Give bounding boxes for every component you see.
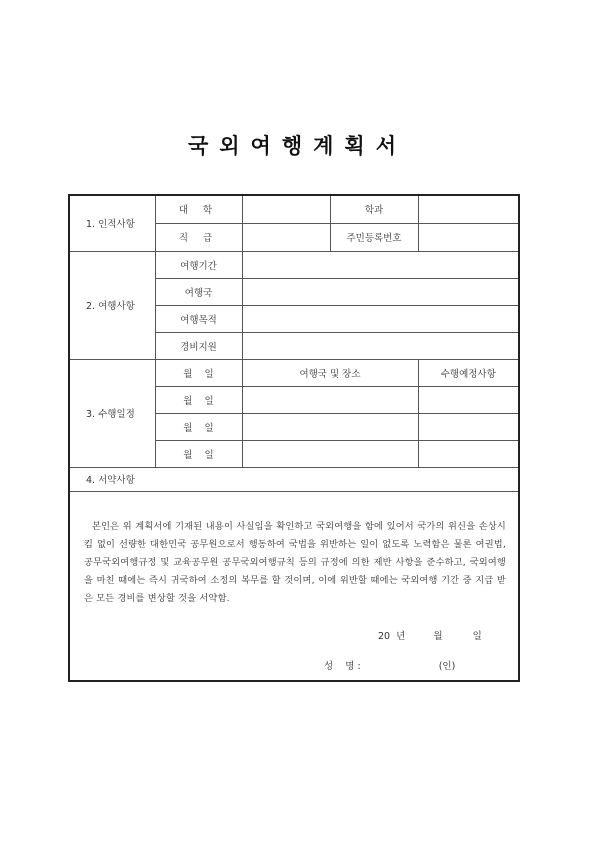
university-label: 대 학 bbox=[155, 195, 242, 223]
schedule-header-row bbox=[69, 359, 519, 386]
pledge-text: 본인은 위 계획서에 기재된 내용이 사실임을 확인하고 국외여행을 함에 있어서 국가의 위신을 손상시킴 없이 선량한 대한민국 공무원으로서 행동하여 국법을 위반하는 일이 없도록 노력함은 물론 여권법, 공무국외여행규정 및 교육공무원 공무국외여행규칙 등의 규정에 의한 제반 사항을 준수하고, 국외여행을 마친 때에는 즉시 귀국하여 소정의 복무를 할 것이며, 이에 위반할 때에는 국외여행 기간 중 지급 받은 모든 경비를 변상할 것을 서약함. bbox=[84, 520, 506, 604]
funding-field[interactable] bbox=[242, 332, 519, 359]
document-title: 국외여행계획서 bbox=[187, 134, 407, 158]
personal-row-1 bbox=[69, 195, 519, 223]
country-label: 여행국 bbox=[155, 278, 242, 305]
country-field[interactable] bbox=[242, 278, 519, 305]
place-field[interactable] bbox=[242, 440, 418, 467]
date-month: 월 bbox=[433, 630, 443, 642]
pledge-body bbox=[69, 491, 519, 681]
department-field[interactable] bbox=[418, 195, 519, 223]
place-field[interactable] bbox=[242, 413, 418, 440]
resident-no-field[interactable] bbox=[418, 223, 519, 251]
schedule-date-label: 월 일 bbox=[155, 413, 242, 440]
personal-section-label: 1. 인적사항 bbox=[69, 195, 155, 251]
pledge-body-row bbox=[69, 491, 519, 681]
rank-label: 직 급 bbox=[155, 223, 242, 251]
schedule-section-label: 3. 수행일정 bbox=[69, 359, 155, 467]
duty-field[interactable] bbox=[418, 413, 519, 440]
duty-field[interactable] bbox=[418, 440, 519, 467]
period-label: 여행기간 bbox=[155, 251, 242, 278]
pledge-header-row bbox=[69, 467, 519, 491]
resident-no-label: 주민등록번호 bbox=[330, 223, 418, 251]
schedule-date-label: 월 일 bbox=[155, 359, 242, 386]
purpose-label: 여행목적 bbox=[155, 305, 242, 332]
pledge-date bbox=[70, 628, 518, 642]
rank-field[interactable] bbox=[242, 223, 330, 251]
duty-field[interactable] bbox=[418, 386, 519, 413]
travel-plan-form bbox=[68, 194, 520, 682]
period-field[interactable] bbox=[242, 251, 519, 278]
duty-header: 수행예정사항 bbox=[418, 359, 519, 386]
date-year: 20 년 bbox=[378, 630, 406, 642]
place-header: 여행국 및 장소 bbox=[242, 359, 418, 386]
date-day: 일 bbox=[472, 630, 482, 642]
travel-section-label: 2. 여행사항 bbox=[69, 251, 155, 359]
schedule-date-label: 월 일 bbox=[155, 440, 242, 467]
department-label: 학과 bbox=[330, 195, 418, 223]
schedule-date-label: 월 일 bbox=[155, 386, 242, 413]
pledge-signature bbox=[70, 658, 518, 672]
seal-mark: (인) bbox=[438, 660, 456, 672]
pledge-section-label: 4. 서약사항 bbox=[69, 467, 519, 491]
place-field[interactable] bbox=[242, 386, 418, 413]
travel-row-period bbox=[69, 251, 519, 278]
signer-name-label: 성 명 : bbox=[324, 660, 361, 672]
purpose-field[interactable] bbox=[242, 305, 519, 332]
university-field[interactable] bbox=[242, 195, 330, 223]
funding-label: 경비지원 bbox=[155, 332, 242, 359]
